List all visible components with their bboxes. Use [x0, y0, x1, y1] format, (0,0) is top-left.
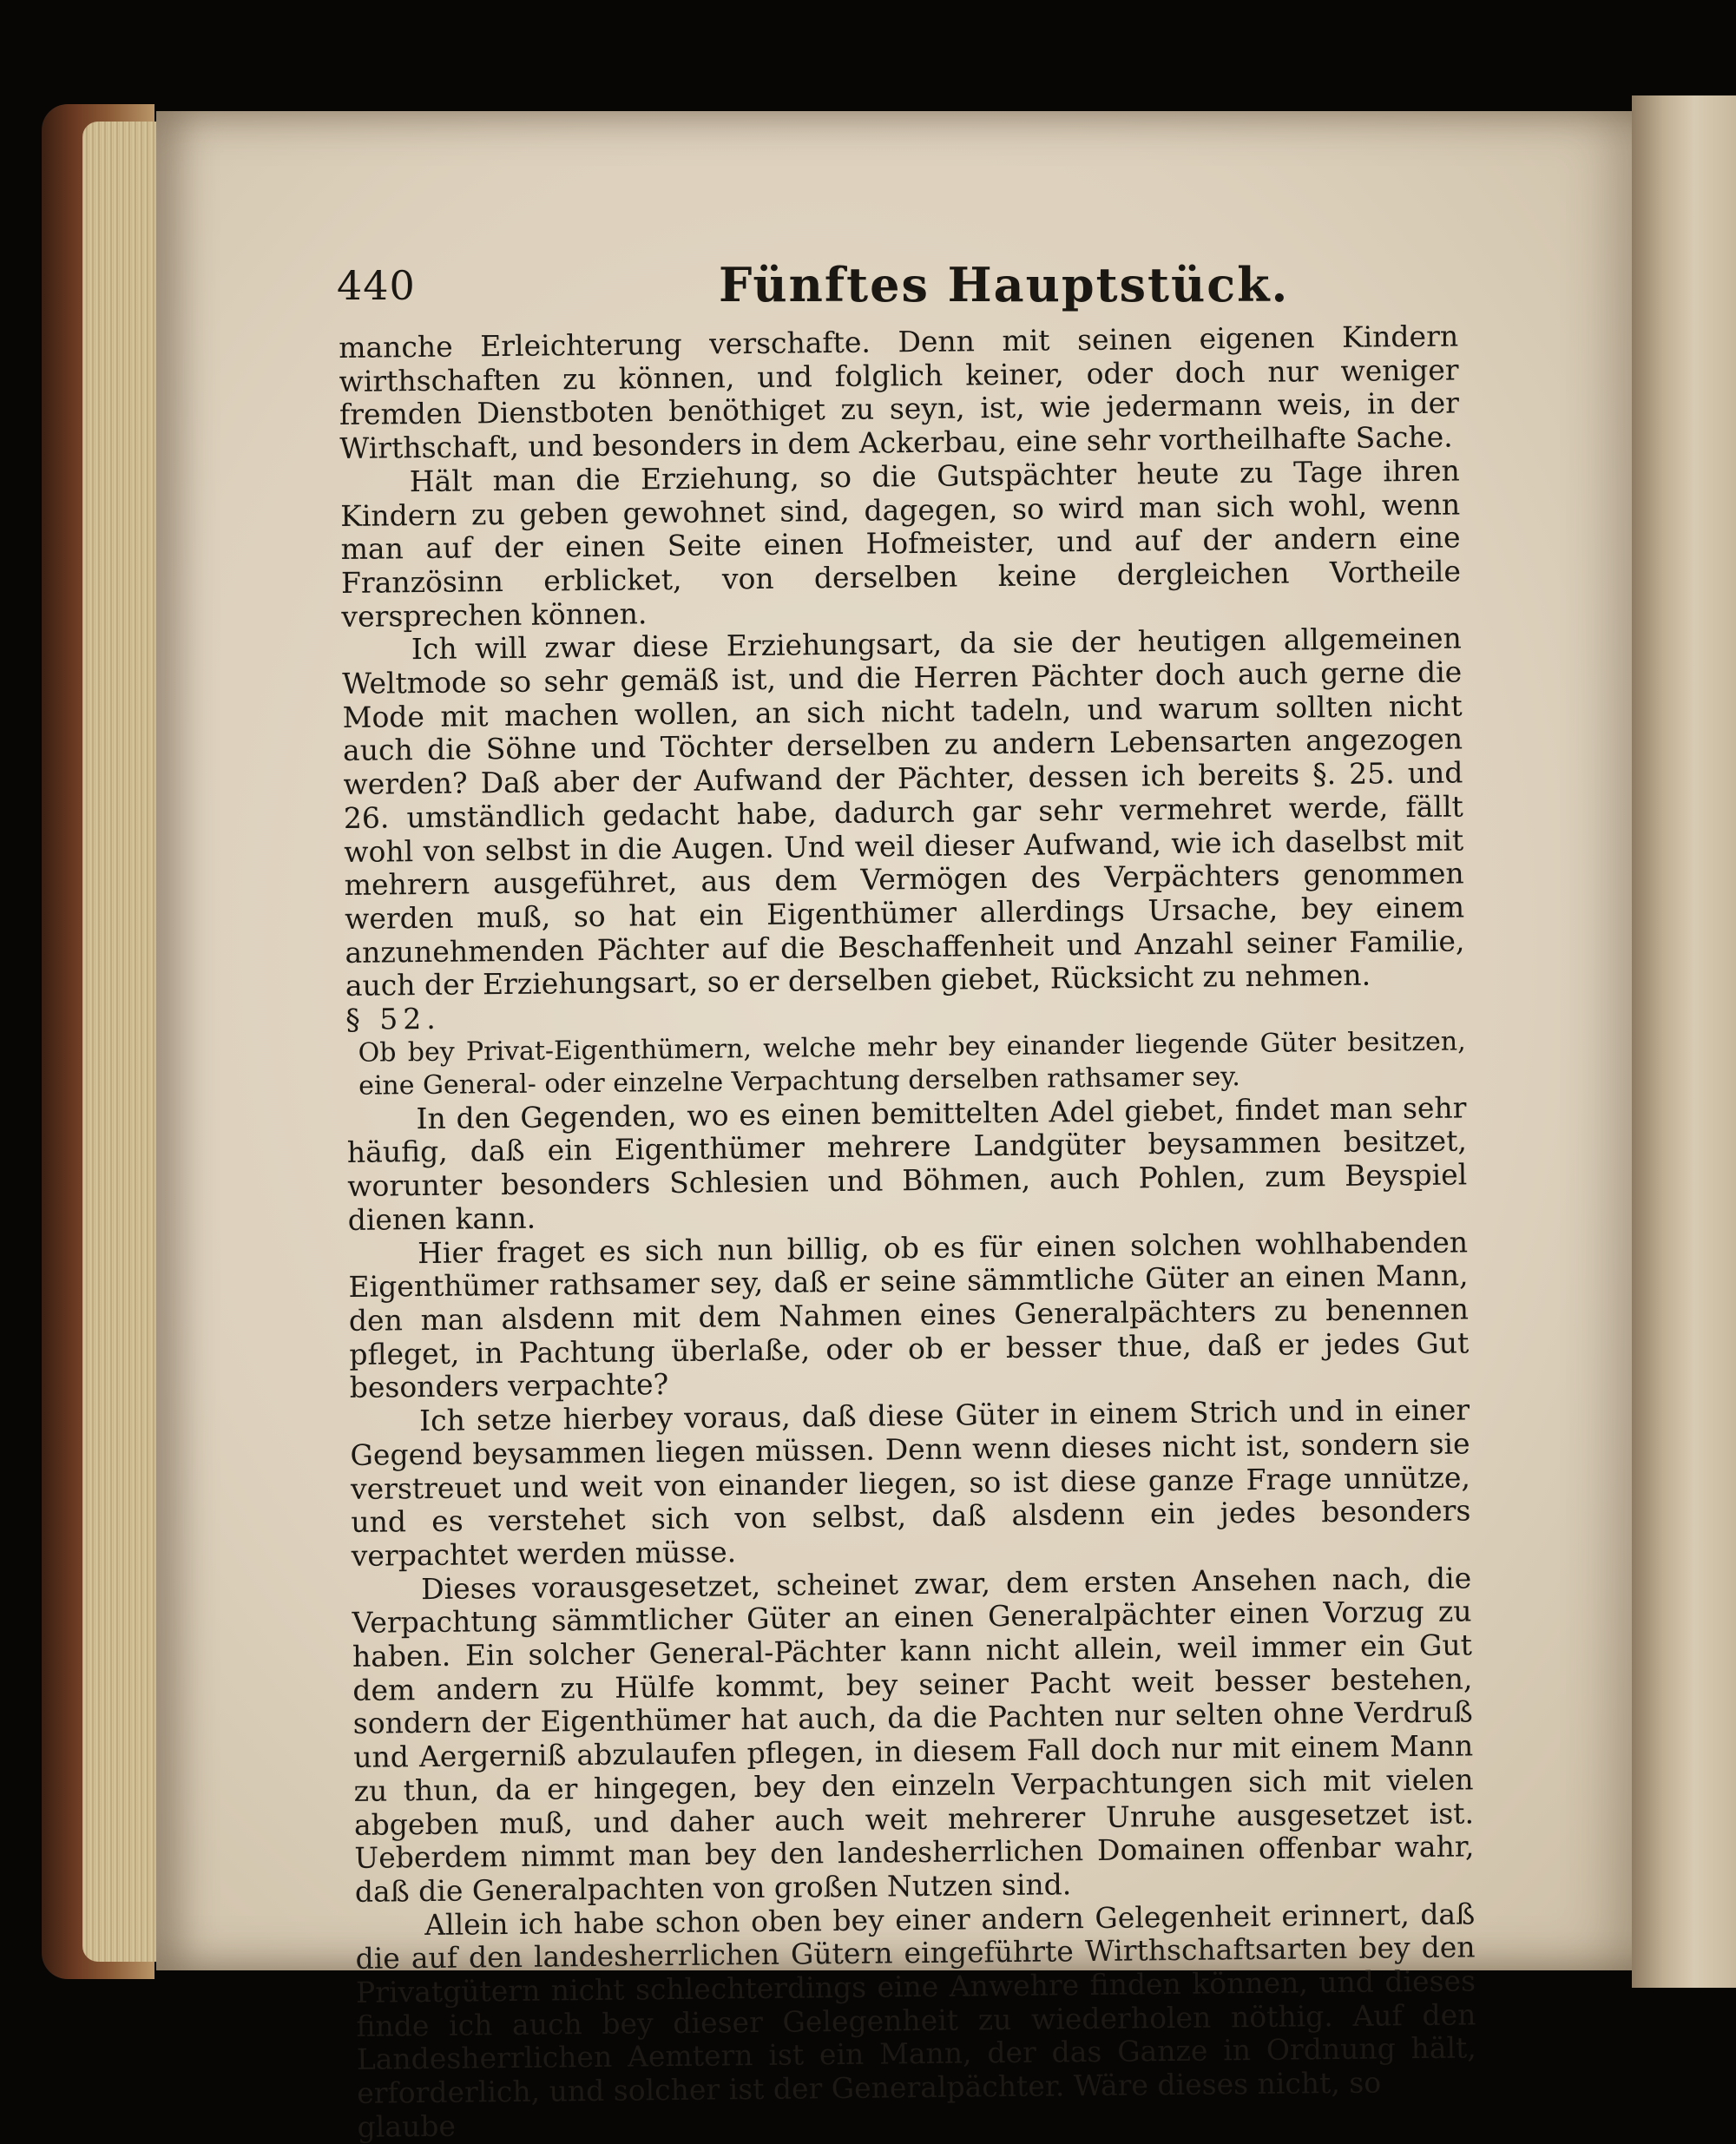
text-block: [339, 319, 1477, 2144]
paragraph: Ich setze hierbey voraus, daß diese Güter in einem Strich und in einer Gegend beysammen liegen müssen. Denn wenn dieses nicht ist, sondern sie verstreuet und weit von einander liegen, so ist diese ganze Frage unnütze, und es verstehet sich von selbst, daß alsdenn ein jedes besonders verpachtet werden müsse.: [350, 1392, 1471, 1573]
section-title: Ob bey Privat-Eigenthümern, welche mehr bey einander liegende Güter besitzen, eine General- oder einzelne Verpachtung derselben rathsamer sey.: [358, 1026, 1466, 1102]
running-head: Fünftes Hauptstück.: [719, 257, 1290, 312]
page-number: 440: [337, 262, 416, 309]
page-header: [337, 257, 1457, 328]
facing-page-edge: [1632, 95, 1736, 1988]
section-number: § 52.: [345, 1001, 441, 1037]
catchword: glaube: [357, 2108, 457, 2144]
paragraph: Dieses vorausgesetzet, scheinet zwar, dem ersten Ansehen nach, die Verpachtung sämmtlicher Güter an einen Generalpächter einen Vorzug zu haben. Ein solcher General-Pächter kann nicht allein, weil immer ein Gut dem andern zu Hülfe kommt, bey seiner Pacht weit besser bestehen, sondern der Eigenthümer hat auch, da die Pachten nur selten ohne Verdruß und Aergerniß abzulaufen pflegen, in diesem Fall doch nur mit einem Mann zu thun, da er hingegen, bey den einzeln Verpachtungen sich mit vielen abgeben muß, und daher auch weit mehrerer Unruhe ausgesetzet ist. Ueberdem nimmt man bey den landesherrlichen Domainen offenbar wahr, daß die Generalpachten von großen Nutzen sind.: [352, 1561, 1475, 1909]
paragraph: Ich will zwar diese Erziehungsart, da sie der heutigen allgemeinen Weltmode so sehr gemäß ist, und die Herren Pächter doch auch gerne die Mode mit machen wollen, an sich nicht tadeln, und warum sollten nicht auch die Söhne und Töchter derselben zu andern Lebensarten angezogen werden? Daß aber der Aufwand der Pächter, dessen ich bereits §. 25. und 26. umständlich gedacht habe, dadurch gar sehr vermehret werde, fällt wohl von selbst in die Augen. Und weil dieser Aufwand, wie ich daselbst mit mehrern ausgeführet, aus dem Vermögen des Verpächters genommen werden muß, so hat ein Eigenthümer allerdings Ursache, bey einem anzunehmenden Pächter auf die Beschaffenheit und Anzahl seiner Familie, auch der Erziehungsart, so er derselben giebet, Rücksicht zu nehmen.: [342, 621, 1465, 1003]
paragraph: In den Gegenden, wo es einen bemittelten Adel giebet, findet man sehr häufig, daß ein Eigenthümer mehrere Landgüter beysammen besitzet, worunter besonders Schlesien und Böhmen, auch Pohlen, zum Beyspiel dienen kann.: [346, 1090, 1468, 1237]
paragraph: manche Erleichterung verschafte. Denn mit seinen eigenen Kindern wirthschaften zu können, und folglich keiner, oder doch nur weniger fremden Dienstboten benöthiget zu seyn, ist, wie jedermann weis, in der Wirthschaft, und besonders in dem Ackerbau, eine sehr vortheilhafte Sache.: [338, 319, 1460, 466]
paragraph: Hier fraget es sich nun billig, ob es für einen solchen wohlhabenden Eigenthümer rathsamer sey, daß er seine sämmtliche Güter an einen Mann, den man alsdenn mit dem Nahmen eines Generalpächters zu benennen pfleget, in Pachtung überlaße, oder ob er besser thue, daß er jedes Gut besonders verpachte?: [348, 1225, 1470, 1405]
paragraph: Hält man die Erziehung, so die Gutspächter heute zu Tage ihren Kindern zu geben gewohnet sind, dagegen, so wird man sich wohl, wenn man auf der einen Seite einen Hofmeister, und auf der andern eine Französinn erblicket, von derselben keine dergleichen Vortheile versprechen können.: [340, 453, 1462, 634]
paragraph: Allein ich habe schon oben bey einer andern Gelegenheit erinnert, daß die auf den landesherrlichen Gütern eingeführte Wirthschaftsarten bey den Privatgütern nicht schlechterdings eine Anwehre finden können, und dieses finde ich auch bey dieser Gelegenheit zu wiederholen nöthig. Auf den Landesherrlichen Aemtern ist ein Mann, der das Ganze in Ordnung hält, erforderlich, und solcher ist der Generalpächter. Wäre dieses nicht, so: [355, 1897, 1476, 2111]
